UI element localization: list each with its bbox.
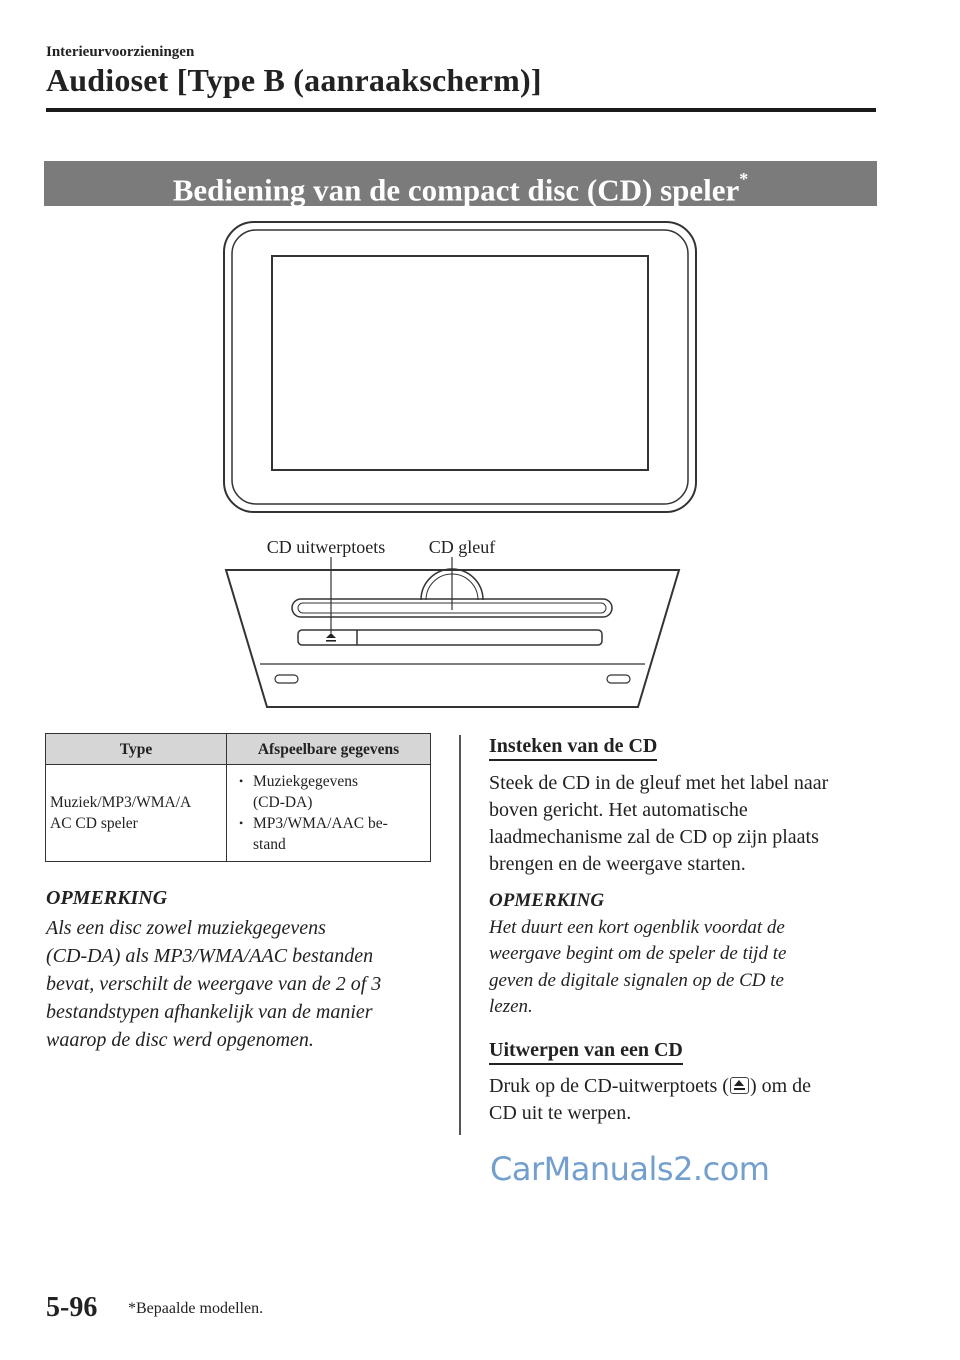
table-header-data: Afspeelbare gegevens bbox=[227, 734, 431, 765]
table-header-row bbox=[46, 734, 431, 765]
type-line: AC CD speler bbox=[50, 815, 138, 832]
title-divider bbox=[46, 108, 876, 112]
data-list bbox=[231, 771, 426, 855]
note-title: OPMERKING bbox=[489, 890, 605, 911]
audio-unit-illustration bbox=[0, 215, 960, 715]
slot-callout-label: CD gleuf bbox=[428, 537, 496, 557]
page-title: Audioset [Type B (aanraakscherm)] bbox=[46, 62, 542, 98]
note-line: bestandstypen afhankelijk van de manier bbox=[46, 1001, 373, 1023]
note-line: lezen. bbox=[489, 996, 533, 1017]
table-cell-data bbox=[227, 765, 431, 862]
eject-icon bbox=[730, 1077, 749, 1094]
type-line: Muziek/MP3/WMA/A bbox=[50, 794, 192, 811]
chapter-label: Interieurvoorzieningen bbox=[46, 44, 195, 60]
insert-heading: Insteken van de CD bbox=[489, 735, 657, 761]
display-screen bbox=[224, 222, 696, 512]
note-line: waarop de disc werd opgenomen. bbox=[46, 1029, 314, 1051]
section-asterisk: * bbox=[739, 169, 749, 189]
footnote: *Bepaalde modellen. bbox=[128, 1300, 264, 1317]
list-item: • Muziekgegevens (CD-DA) bbox=[231, 771, 426, 813]
list-item: • MP3/WMA/AAC be- stand bbox=[231, 813, 426, 855]
right-column bbox=[489, 735, 889, 1127]
insert-line: brengen en de weergave starten. bbox=[489, 853, 746, 875]
table-cell-type bbox=[46, 765, 227, 862]
table-row bbox=[46, 765, 431, 862]
eject-callout-label: CD uitwerptoets bbox=[266, 537, 386, 557]
eject-heading: Uitwerpen van een CD bbox=[489, 1039, 683, 1065]
note-right bbox=[489, 888, 889, 1021]
column-divider bbox=[459, 735, 461, 1135]
note-line: Het duurt een kort ogenblik voordat de bbox=[489, 916, 785, 938]
note-line: bevat, verschilt de weergave van de 2 of 3 bbox=[46, 973, 382, 995]
section-banner bbox=[44, 161, 877, 206]
section-title: Bediening van de compact disc (CD) speler bbox=[172, 172, 740, 208]
table-header-type: Type bbox=[46, 734, 227, 765]
page-number: 5-96 bbox=[46, 1292, 98, 1323]
eject-line: Druk op de CD-uitwerptoets ( ) om de bbox=[489, 1074, 812, 1097]
note-line: (CD-DA) als MP3/WMA/AAC bestanden bbox=[46, 945, 374, 967]
note-line: geven de digitale signalen op de CD te bbox=[489, 969, 784, 991]
playable-data-table bbox=[45, 733, 431, 862]
insert-line: Steek de CD in de gleuf met het label naar bbox=[489, 772, 829, 794]
eject-line: CD uit te werpen. bbox=[489, 1101, 632, 1124]
note-line: Als een disc zowel muziekgegevens bbox=[46, 917, 326, 939]
eject-button bbox=[326, 633, 336, 642]
insert-line: laadmechanisme zal de CD op zijn plaats bbox=[489, 826, 819, 848]
note-left bbox=[46, 884, 446, 1054]
note-line: weergave begint om de speler de tijd te bbox=[489, 943, 787, 964]
insert-line: boven gericht. Het automatische bbox=[489, 799, 748, 821]
note-title: OPMERKING bbox=[46, 887, 168, 909]
watermark-text: CarManuals2.com bbox=[490, 1150, 770, 1188]
